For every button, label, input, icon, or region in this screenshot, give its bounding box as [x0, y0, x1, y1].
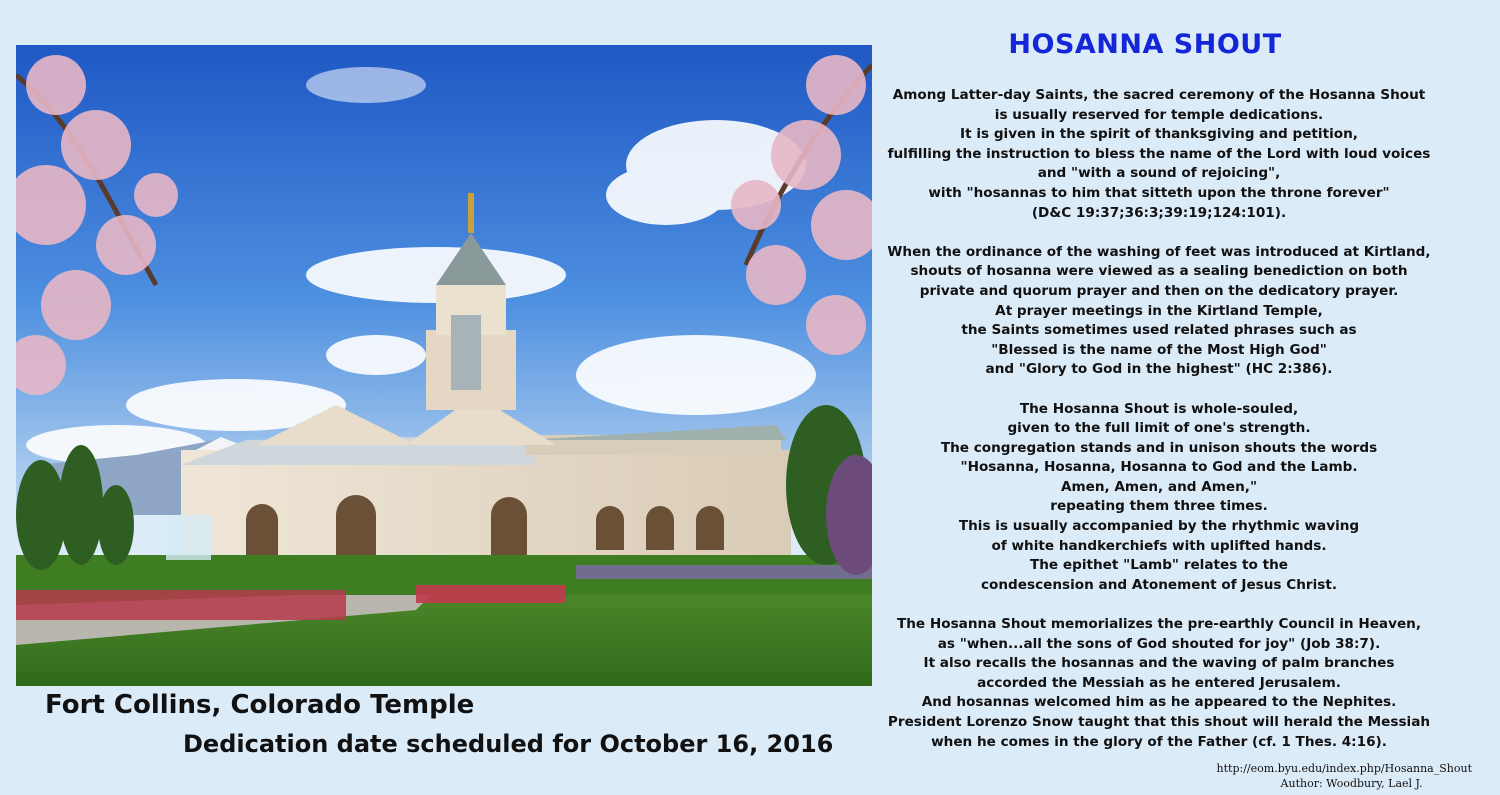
- article-line: And hosannas welcomed him as he appeared to the Nephites.: [921, 694, 1397, 711]
- article-line: and "with a sound of rejoicing",: [1037, 165, 1281, 182]
- article-paragraph: [885, 400, 1433, 596]
- article-line: shouts of hosanna were viewed as a sealing benediction on both: [910, 263, 1408, 280]
- article-paragraph: [885, 86, 1433, 223]
- source-author: Author: Woodbury, Lael J.: [1280, 777, 1423, 790]
- article-line: condescension and Atonement of Jesus Christ.: [980, 576, 1338, 593]
- article-line: It is given in the spirit of thanksgiving and petition,: [960, 126, 1358, 143]
- article-line: accorded the Messiah as he entered Jerusalem.: [977, 674, 1341, 691]
- article-body: [885, 86, 1433, 772]
- article-line: of white handkerchiefs with uplifted hands.: [991, 537, 1327, 554]
- article-line: President Lorenzo Snow taught that this shout will herald the Messiah: [887, 714, 1431, 730]
- article-title: HOSANNA SHOUT: [1008, 29, 1282, 60]
- article-line: fulfilling the instruction to bless the name of the Lord with loud voices: [887, 145, 1431, 162]
- article-paragraph: [885, 615, 1433, 752]
- article-line: It also recalls the hosannas and the waving of palm branches: [923, 655, 1395, 672]
- article-line: when he comes in the glory of the Father (cf. 1 Thes. 4:16).: [931, 733, 1387, 750]
- article-line: The Hosanna Shout is whole-souled,: [1019, 400, 1299, 417]
- article-line: "Blessed is the name of the Most High God": [991, 341, 1327, 358]
- article-paragraph: [885, 243, 1433, 380]
- article-line: as "when...all the sons of God shouted for joy" (Job 38:7).: [937, 635, 1381, 652]
- article-line: and "Glory to God in the highest" (HC 2:386).: [985, 361, 1333, 378]
- article-line: the Saints sometimes used related phrases such as: [961, 322, 1357, 339]
- article-line: The congregation stands and in unison shouts the words: [940, 439, 1378, 456]
- article-line: (D&C 19:37;36:3;39:19;124:101).: [1031, 204, 1287, 221]
- article-line: repeating them three times.: [1050, 498, 1268, 515]
- source-citation: [1217, 761, 1472, 791]
- article-line: When the ordinance of the washing of feet was introduced at Kirtland,: [887, 243, 1431, 260]
- article-line: with "hosannas to him that sitteth upon the throne forever": [928, 184, 1390, 201]
- temple-caption-title: Fort Collins, Colorado Temple: [45, 690, 475, 720]
- article-line: private and quorum prayer and then on the dedicatory prayer.: [919, 282, 1399, 299]
- article-line: is usually reserved for temple dedications.: [994, 106, 1324, 123]
- dedication-date-caption: Dedication date scheduled for October 16, 2016: [183, 730, 834, 758]
- article-line: "Hosanna, Hosanna, Hosanna to God and the Lamb.: [960, 459, 1358, 476]
- article-line: At prayer meetings in the Kirtland Temple,: [995, 302, 1323, 319]
- article-line: The Hosanna Shout memorializes the pre-earthly Council in Heaven,: [896, 616, 1422, 633]
- article-line: The epithet "Lamb" relates to the: [1029, 557, 1289, 574]
- article-line: Among Latter-day Saints, the sacred ceremony of the Hosanna Shout: [892, 87, 1426, 103]
- temple-photo: [16, 45, 872, 686]
- article-line: given to the full limit of one's strength.: [1007, 420, 1311, 437]
- article-line: Amen, Amen, and Amen,": [1060, 478, 1258, 495]
- article-line: This is usually accompanied by the rhythmic waving: [958, 518, 1360, 535]
- source-url[interactable]: http://eom.byu.edu/index.php/Hosanna_Shout: [1216, 762, 1472, 775]
